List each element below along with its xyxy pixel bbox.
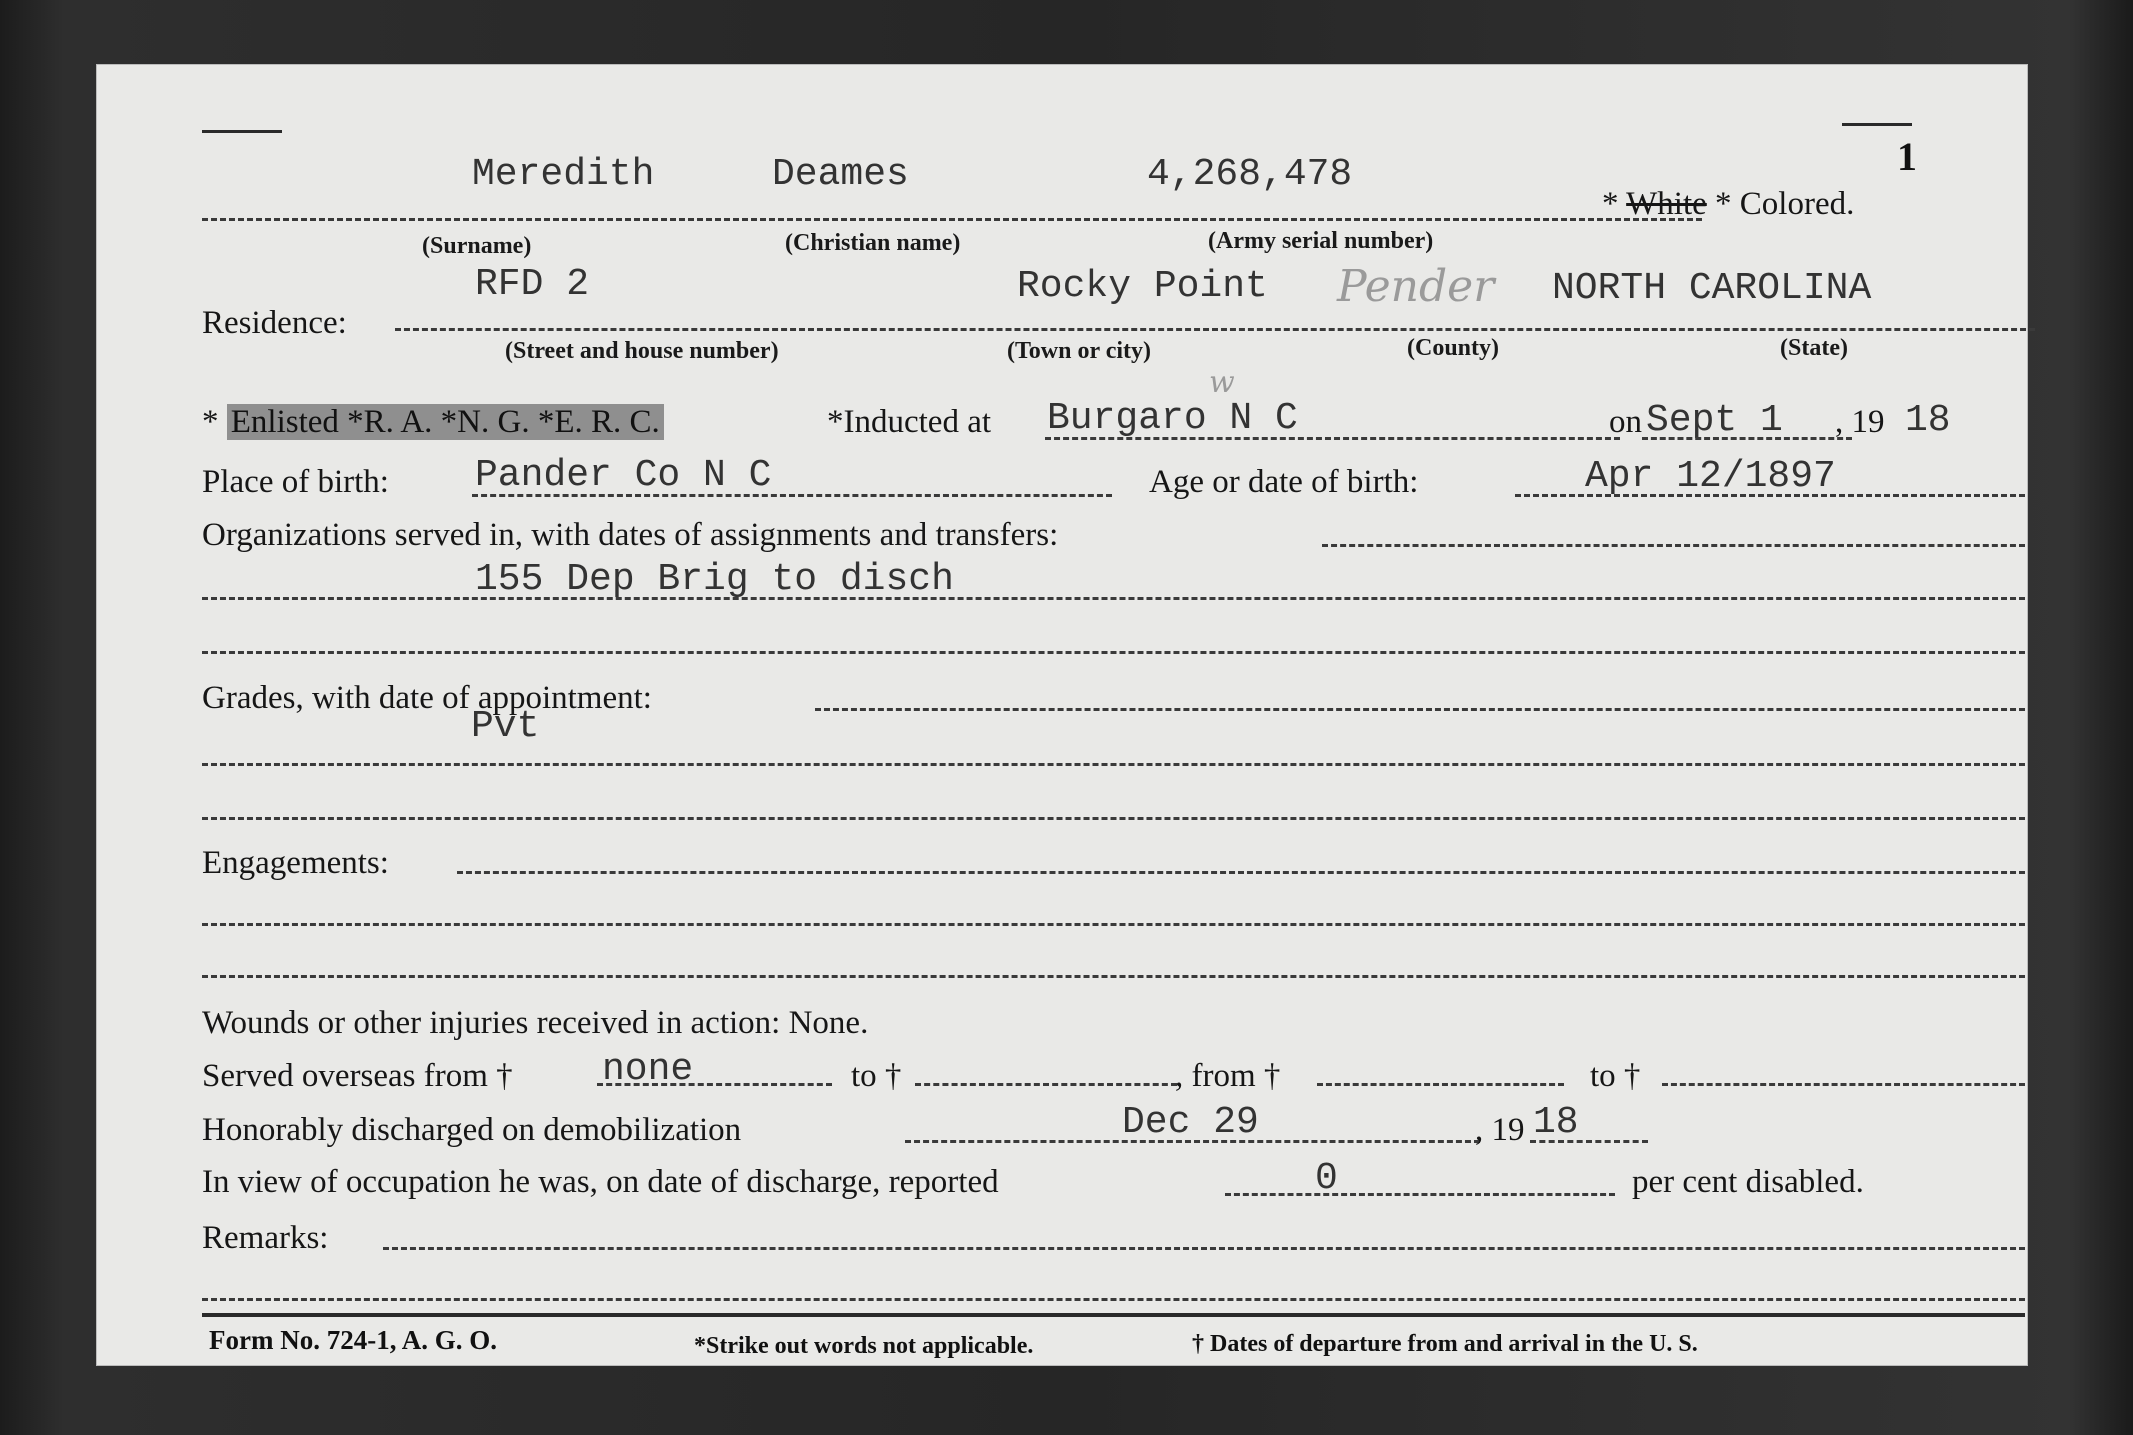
- caption-county: (County): [1407, 335, 1500, 361]
- organizations-line-2: [202, 597, 2025, 600]
- surname-value: Meredith: [472, 153, 655, 196]
- remarks-line-1: [383, 1247, 2025, 1250]
- overseas-from-line-2: [1317, 1083, 1564, 1086]
- overseas-from-value: none: [602, 1048, 694, 1091]
- wounds-label: Wounds or other injuries received in action: None.: [202, 1005, 869, 1041]
- footnote-strike: *Strike out words not applicable.: [694, 1333, 1034, 1359]
- overseas-to-label: to †: [851, 1058, 902, 1094]
- race-field: * White * Colored.: [1602, 186, 1855, 222]
- engagements-label: Engagements:: [202, 845, 389, 881]
- grades-line-2: [202, 763, 2025, 766]
- discharge-year-value: 18: [1533, 1101, 1579, 1144]
- name-line: [202, 218, 1702, 221]
- service-record-card: [97, 65, 2027, 1365]
- card-number: 1: [1897, 134, 1917, 179]
- enlisted-field: * Enlisted *R. A. *N. G. *E. R. C.: [202, 404, 664, 441]
- disability-value: 0: [1315, 1157, 1338, 1200]
- remarks-line-2: [202, 1298, 2025, 1301]
- caption-town: (Town or city): [1007, 338, 1151, 364]
- discharge-label: Honorably discharged on demobilization: [202, 1112, 742, 1148]
- overseas-to-line-2: [1662, 1083, 2025, 1086]
- overseas-from-line: [597, 1083, 832, 1086]
- inducted-line: [1045, 437, 1620, 440]
- race-colored: Colored.: [1739, 186, 1855, 222]
- street-value: RFD 2: [475, 263, 590, 306]
- engagements-line-1: [457, 871, 2025, 874]
- inducted-date-value: Sept 1: [1646, 399, 1783, 442]
- disability-line: [1225, 1193, 1615, 1196]
- town-value: Rocky Point: [1017, 265, 1268, 308]
- birthdate-value: Apr 12/1897: [1585, 455, 1836, 498]
- caption-street: (Street and house number): [505, 338, 779, 364]
- discharge-year-prefix: , 19: [1475, 1112, 1525, 1148]
- birthplace-value: Pander Co N C: [475, 454, 772, 497]
- caption-state: (State): [1780, 335, 1848, 361]
- organizations-label: Organizations served in, with dates of assignments and transfers:: [202, 517, 1059, 553]
- disability-suffix: per cent disabled.: [1632, 1164, 1864, 1200]
- enlisted-options-struck: Enlisted *R. A. *N. G. *E. R. C.: [227, 404, 664, 440]
- grades-line-1: [815, 708, 2025, 711]
- christian-name-value: Deames: [772, 153, 909, 196]
- occupation-label: In view of occupation he was, on date of discharge, reported: [202, 1164, 999, 1200]
- caption-christian-name: (Christian name): [785, 230, 961, 256]
- top-right-rule: [1842, 123, 1912, 126]
- serial-number-value: 4,268,478: [1147, 153, 1353, 196]
- discharge-date-line: [905, 1140, 1480, 1143]
- state-value: NORTH CAROLINA: [1552, 267, 1872, 310]
- inducted-label: *Inducted at: [827, 404, 992, 440]
- age-label: Age or date of birth:: [1149, 464, 1419, 500]
- inducted-year-prefix: , 19: [1835, 404, 1885, 440]
- inducted-place-value: Burgaro N C: [1047, 397, 1298, 440]
- discharge-year-line: [1530, 1140, 1648, 1143]
- engagements-line-3: [202, 975, 2025, 978]
- overseas-to-label-2: to †: [1590, 1058, 1641, 1094]
- organizations-value: 155 Dep Brig to disch: [475, 558, 954, 601]
- footer-rule: [202, 1313, 2025, 1317]
- grades-label: Grades, with date of appointment:: [202, 680, 652, 716]
- grades-value: Pvt: [471, 705, 540, 748]
- county-value: Pender: [1337, 261, 1495, 312]
- form-number: Form No. 724-1, A. G. O.: [209, 1325, 497, 1355]
- overseas-to-line: [915, 1083, 1177, 1086]
- engagements-line-2: [202, 923, 2025, 926]
- inducted-year-value: 18: [1905, 399, 1951, 442]
- inducted-place-correction: w: [1209, 365, 1235, 400]
- overseas-label: Served overseas from †: [202, 1058, 513, 1094]
- discharge-date-value: Dec 29: [1122, 1101, 1259, 1144]
- caption-surname: (Surname): [422, 233, 532, 259]
- organizations-line-3: [202, 651, 2025, 654]
- footnote-dates: † Dates of departure from and arrival in the U. S.: [1192, 1331, 1698, 1357]
- birthplace-line: [472, 494, 1112, 497]
- birthdate-line: [1515, 494, 2025, 497]
- on-label: on: [1609, 404, 1642, 440]
- overseas-from-label-2: , from †: [1175, 1058, 1281, 1094]
- residence-line: [395, 328, 2035, 331]
- inducted-date-line: [1642, 437, 1852, 440]
- residence-label: Residence:: [202, 305, 347, 341]
- remarks-label: Remarks:: [202, 1220, 329, 1256]
- birthplace-label: Place of birth:: [202, 464, 389, 500]
- top-left-rule: [202, 130, 282, 133]
- caption-serial-number: (Army serial number): [1208, 228, 1434, 254]
- race-white: White: [1626, 186, 1707, 222]
- grades-line-3: [202, 817, 2025, 820]
- organizations-line-1: [1322, 544, 2025, 547]
